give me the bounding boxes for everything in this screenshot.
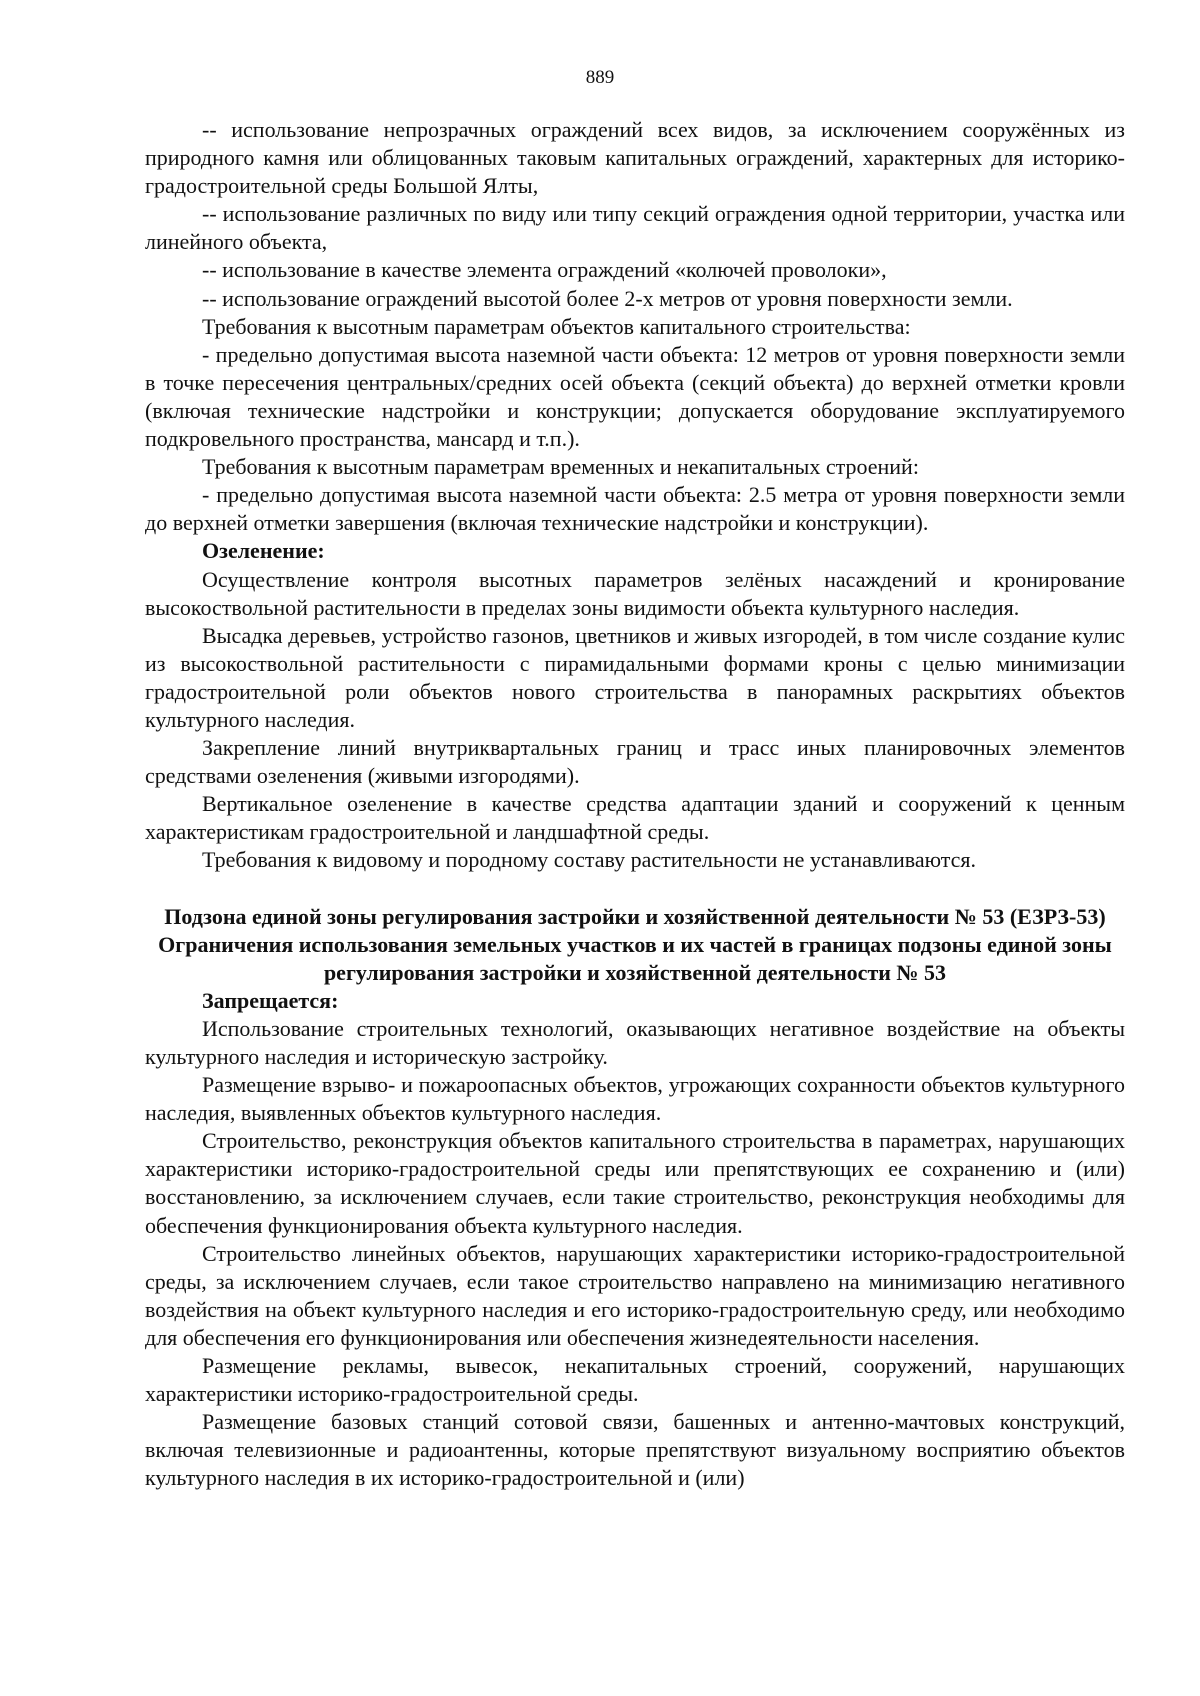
para-species-requirements: Требования к видовому и породному составу растительности не устанавливаются. xyxy=(202,847,977,873)
para-opaque-fences: -- использование непрозрачных ограждений всех видов, за исключением сооружённых из природного камня или облицованных таковым капитальных ограждений, характерных для историко-градостроительной среды Большой Ялты, xyxy=(145,117,1125,199)
para-explosive-objects: Размещение взрыво- и пожароопасных объектов, угрожающих сохранности объектов культурного наследия, выявленных объектов культурного наследия. xyxy=(145,1072,1125,1126)
para-hedge-borders: Закрепление линий внутриквартальных границ и трасс иных планировочных элементов средствами озеленения (живыми изгородями). xyxy=(145,735,1125,789)
section-gap xyxy=(145,875,1125,903)
para-fence-sections: -- использование различных по виду или типу секций ограждения одной территории, участка или линейного объекта, xyxy=(145,201,1125,255)
para-construction-tech: Использование строительных технологий, оказывающих негативное воздействие на объекты культурного наследия и историческую застройку. xyxy=(145,1015,1125,1069)
page-number: 889 xyxy=(585,67,615,88)
prohibited-heading: Запрещается: xyxy=(202,987,339,1013)
restrictions-title: Ограничения использования земельных участков и их частей в границах подзоны единой зоны регулирования застройки и хозяйственной деятельности № 53 xyxy=(158,931,1112,985)
para-advertising: Размещение рекламы, вывесок, некапитальных строений, сооружений, нарушающих характеристики историко-градостроительной среды. xyxy=(145,1353,1125,1407)
para-barbed-wire: -- использование в качестве элемента ограждений «колючей проволоки», xyxy=(202,257,887,283)
para-tree-planting: Высадка деревьев, устройство газонов, цветников и живых изгородей, в том числе создание кулис из высокоствольной растительности с пирамидальными формами кроны с целью минимизации градостроительной роли объектов нового строительства в панорамных раскрытиях объектов культурного наследия. xyxy=(145,622,1125,732)
para-height-req-capital: Требования к высотным параметрам объектов капитального строительства: xyxy=(202,313,911,339)
para-capital-construction: Строительство, реконструкция объектов капитального строительства в параметрах, нарушающих характеристики историко-градостроительной среды или препятствующих ее сохранению и (или) восстановлению, за исключением случаев, если такие строительство, реконструкция необходимы для обеспечения функционирования объекта культурного наследия. xyxy=(145,1128,1125,1238)
subzone-title: Подзона единой зоны регулирования застройки и хозяйственной деятельности № 53 (ЕЗРЗ-53) xyxy=(164,903,1106,929)
para-max-height-12m: - предельно допустимая высота наземной части объекта: 12 метров от уровня поверхности земли в точке пересечения центральных/средних осей объекта (секций объекта) до верхней отметки кровли (включая технические надстройки и конструкции; допускается оборудование эксплуатируемого подкровельного пространства, мансард и т.п.). xyxy=(145,341,1125,452)
para-linear-objects: Строительство линейных объектов, нарушающих характеристики историко-градостроительной среды, за исключением случаев, если такое строительство направлено на минимизацию негативного воздействия на объект культурного наследия и его историко-градостроительную среду, или необходимо для обеспечения его функционирования или обеспечения жизнедеятельности населения. xyxy=(145,1240,1125,1350)
para-fence-height: -- использование ограждений высотой более 2-х метров от уровня поверхности земли. xyxy=(202,285,1013,311)
para-max-height-2-5m: - предельно допустимая высота наземной части объекта: 2.5 метра от уровня поверхности земли до верхней отметки завершения (включая технические надстройки и конструкции). xyxy=(145,482,1125,536)
para-green-height-control: Осуществление контроля высотных параметров зелёных насаждений и кронирование высокоствольной растительности в пределах зоны видимости объекта культурного наследия. xyxy=(145,566,1125,620)
para-base-stations: Размещение базовых станций сотовой связи, башенных и антенно-мачтовых конструкций, включая телевизионные и радиоантенны, которые препятствуют визуальному восприятию объектов культурного наследия в их историко-градостроительной и (или) xyxy=(145,1409,1125,1491)
para-vertical-greening: Вертикальное озеленение в качестве средства адаптации зданий и сооружений к ценным характеристикам градостроительной и ландшафтной среды. xyxy=(145,791,1125,845)
landscaping-heading: Озеленение: xyxy=(202,538,325,564)
para-height-req-temporary: Требования к высотным параметрам временных и некапитальных строений: xyxy=(202,454,919,480)
document-body xyxy=(145,116,1125,1493)
